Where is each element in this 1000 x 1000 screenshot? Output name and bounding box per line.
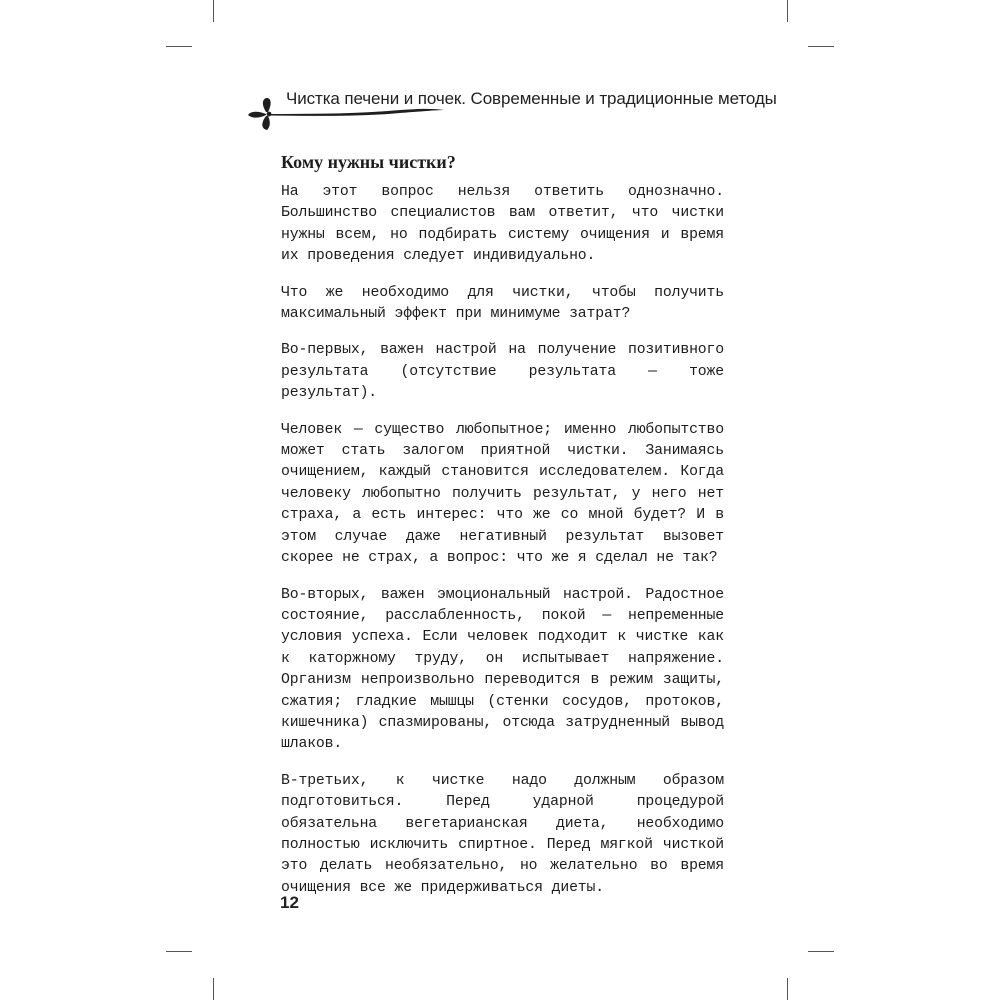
section-title: Кому нужны чистки? — [281, 152, 456, 172]
paragraph-3: Во-первых, важен настрой на получение позитивного результата (отсутствие результата — тоже результат). — [281, 342, 724, 402]
paragraph-2: Что же необходимо для чистки, чтобы получить максимальный эффект при минимуме затрат? — [281, 284, 724, 323]
paragraph-6: В-третьих, к чистке надо должным образом подготовиться. Перед ударной процедурой обязательна вегетарианская диета, необходимо полностью исключить спиртное. Перед мягкой чисткой это делать необязательно, но желательно во время очищения все же придерживаться диеты. — [281, 772, 724, 896]
crop-mark-left-upper — [166, 46, 192, 47]
page-number: 12 — [280, 893, 299, 912]
crop-mark-left-lower — [166, 951, 192, 952]
paragraph-5: Во-вторых, важен эмоциональный настрой. Радостное состояние, расслабленность, покой — непременные условия успеха. Если человек подходит к чистке как к каторжному труду, он испытывает напряжение. Организм непроизвольно переводится в режим защиты, сжатия; гладкие мышцы (стенки сосудов, протоков, кишечника) спазмированы, отсюда затрудненный вывод шлаков. — [281, 586, 724, 753]
paragraph-4: Человек — существо любопытное; именно любопытство может стать залогом приятной чистки. Занимаясь очищением, каждый становится исследователем. Когда человеку любопытно получить результат, у него нет страха, а есть интерес: что же со мной будет? И в этом случае даже негативный результат вызовет скорее не страх, а вопрос: что же я сделал не так? — [281, 421, 724, 567]
crop-mark-right-upper — [808, 46, 834, 47]
crop-mark-top-right — [787, 0, 788, 22]
crop-mark-bottom-right — [787, 978, 788, 1000]
crop-mark-right-lower — [808, 951, 834, 952]
page-body — [281, 150, 724, 914]
running-head: Чистка печени и почек. Современные и традиционные методы — [286, 89, 777, 108]
crop-mark-bottom-left — [213, 978, 214, 1000]
crop-mark-top-left — [213, 0, 214, 22]
paragraph-1: На этот вопрос нельзя ответить однозначно. Большинство специалистов вам ответит, что чистки нужны всем, но подбирать систему очищения и время их проведения следует индивидуально. — [281, 184, 724, 265]
